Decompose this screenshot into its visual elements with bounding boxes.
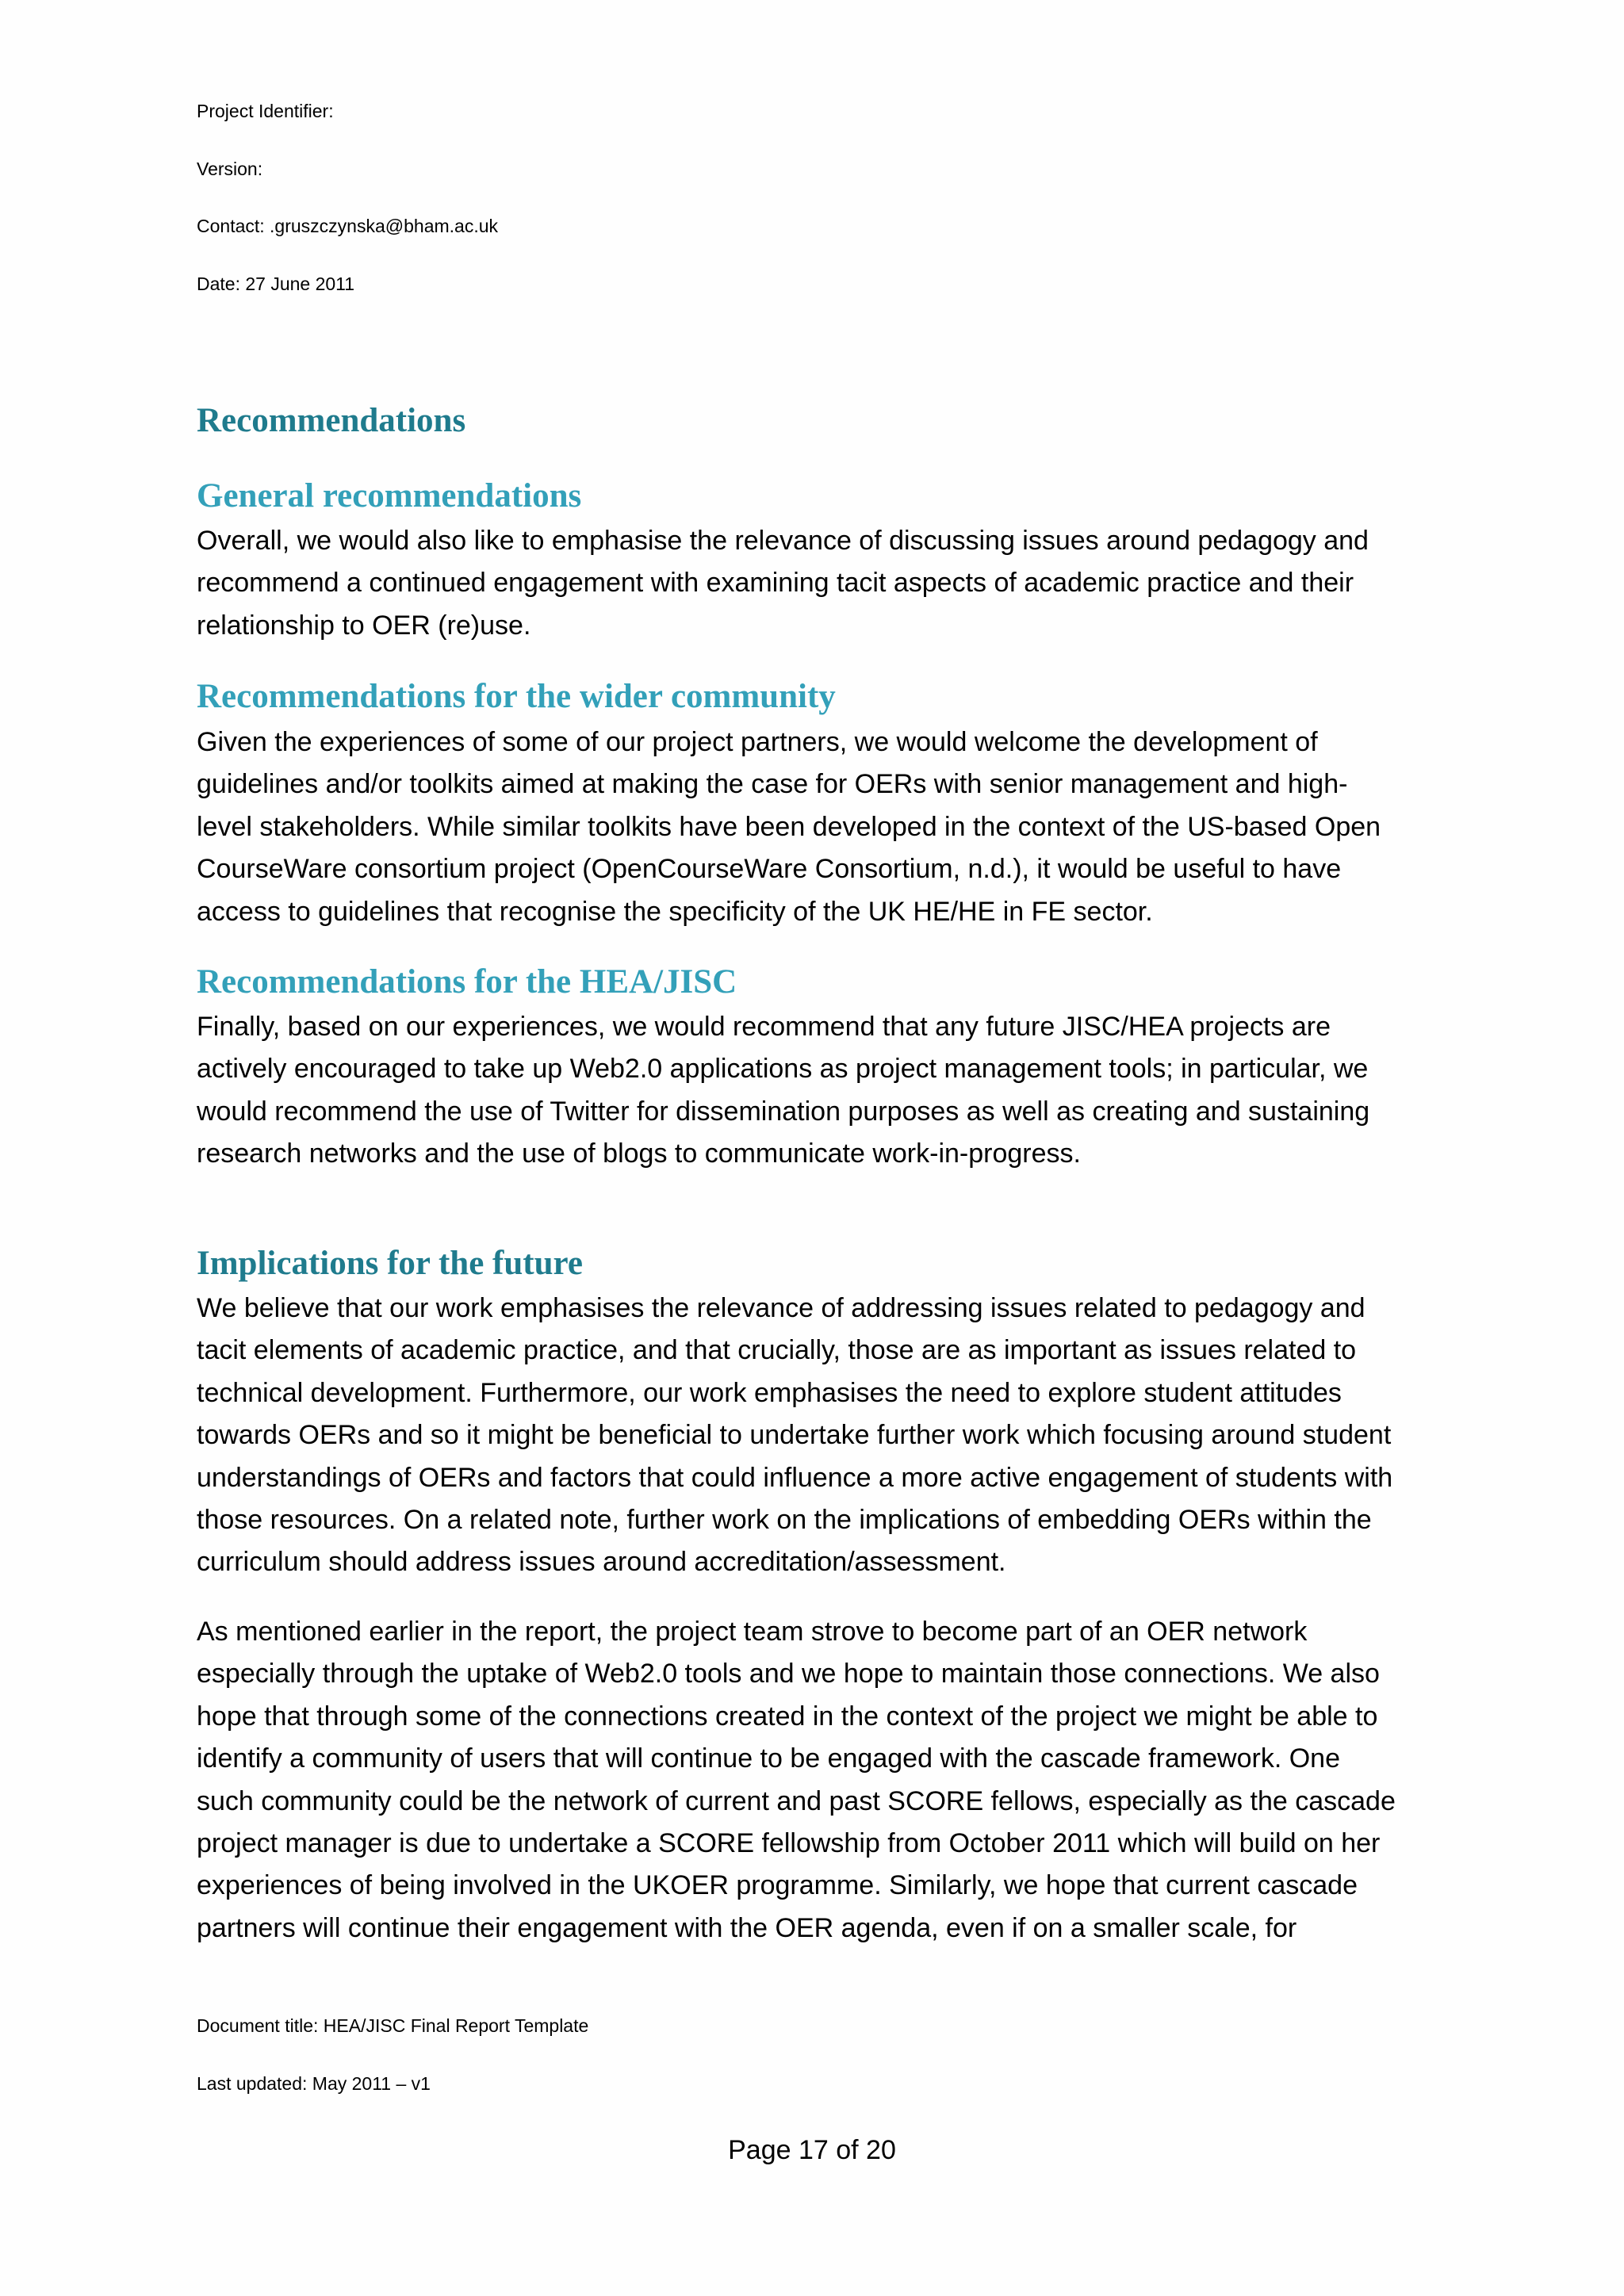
paragraph-line: those resources. On a related note, further work on the implications of embedding OERs within the — [197, 1505, 1372, 1536]
paragraph-line: such community could be the network of current and past SCORE fellows, especially as the cascade — [197, 1785, 1396, 1816]
paragraph-line: actively encouraged to take up Web2.0 applications as project management tools; in particular, we — [197, 1054, 1369, 1085]
wider-community-paragraph — [197, 721, 1434, 933]
paragraph-line: CourseWare consortium project (OpenCourseWare Consortium, n.d.), it would be useful to have — [197, 854, 1342, 885]
recommendations-heading: Recommendations — [197, 402, 466, 439]
paragraph-line: understandings of OERs and factors that could influence a more active engagement of students with — [197, 1462, 1393, 1493]
paragraph-line: recommend a continued engagement with examining tacit aspects of academic practice and their — [197, 568, 1354, 599]
paragraph-line: As mentioned earlier in the report, the project team strove to become part of an OER network — [197, 1617, 1308, 1647]
paragraph-line: tacit elements of academic practice, and that crucially, those are as important as issues related to — [197, 1335, 1357, 1366]
paragraph-line: relationship to OER (re)use. — [197, 610, 531, 641]
paragraph-line: Finally, based on our experiences, we would recommend that any future JISC/HEA projects are — [197, 1012, 1331, 1042]
paragraph-line: partners will continue their engagement with the OER agenda, even if on a smaller scale, for — [197, 1912, 1297, 1943]
paragraph-line: Overall, we would also like to emphasise the relevance of discussing issues around pedagogy and — [197, 526, 1369, 556]
paragraph-line: level stakeholders. While similar toolkits have been developed in the context of the US-based Open — [197, 811, 1381, 842]
paragraph-line: We believe that our work emphasises the relevance of addressing issues related to pedagogy and — [197, 1293, 1365, 1323]
page-number: Page 17 of 20 — [728, 2135, 896, 2165]
general-recommendations-heading: General recommendations — [197, 477, 582, 515]
hea-jisc-paragraph — [197, 1006, 1434, 1176]
document-title-footer: Document title: HEA/JISC Final Report Template — [197, 2015, 589, 2036]
contact-label: Contact: .gruszczynska@bham.ac.uk — [197, 216, 499, 236]
last-updated-footer: Last updated: May 2011 – v1 — [197, 2073, 431, 2094]
paragraph-line: access to guidelines that recognise the specificity of the UK HE/HE in FE sector. — [197, 896, 1153, 927]
paragraph-line: project manager is due to undertake a SCORE fellowship from October 2011 which will build on her — [197, 1828, 1381, 1859]
paragraph-line: towards OERs and so it might be beneficial to undertake further work which focusing around student — [197, 1420, 1392, 1451]
paragraph-line: research networks and the use of blogs to communicate work-in-progress. — [197, 1138, 1081, 1169]
implications-paragraph-1 — [197, 1288, 1434, 1584]
paragraph-line: curriculum should address issues around accreditation/assessment. — [197, 1547, 1006, 1578]
wider-community-heading: Recommendations for the wider community — [197, 678, 836, 715]
paragraph-line: technical development. Furthermore, our work emphasises the need to explore student attitudes — [197, 1377, 1342, 1408]
paragraph-line: identify a community of users that will continue to be engaged with the cascade framework. One — [197, 1743, 1340, 1774]
paragraph-line: Given the experiences of some of our project partners, we would welcome the development of — [197, 727, 1318, 757]
hea-jisc-heading: Recommendations for the HEA/JISC — [197, 963, 737, 1001]
implications-paragraph-2 — [197, 1611, 1434, 1950]
general-recommendations-paragraph — [197, 520, 1434, 647]
date-label: Date: 27 June 2011 — [197, 274, 355, 294]
paragraph-line: guidelines and/or toolkits aimed at making the case for OERs with senior management and high- — [197, 769, 1348, 800]
implications-heading: Implications for the future — [197, 1245, 583, 1282]
project-identifier-label: Project Identifier: — [197, 101, 334, 121]
paragraph-line: hope that through some of the connections created in the context of the project we might be able to — [197, 1701, 1378, 1732]
paragraph-line: would recommend the use of Twitter for dissemination purposes as well as creating and sustaining — [197, 1096, 1370, 1127]
paragraph-line: experiences of being involved in the UKOER programme. Similarly, we hope that current cascade — [197, 1870, 1358, 1901]
paragraph-line: especially through the uptake of Web2.0 tools and we hope to maintain those connections. We also — [197, 1659, 1380, 1689]
version-label: Version: — [197, 159, 263, 179]
